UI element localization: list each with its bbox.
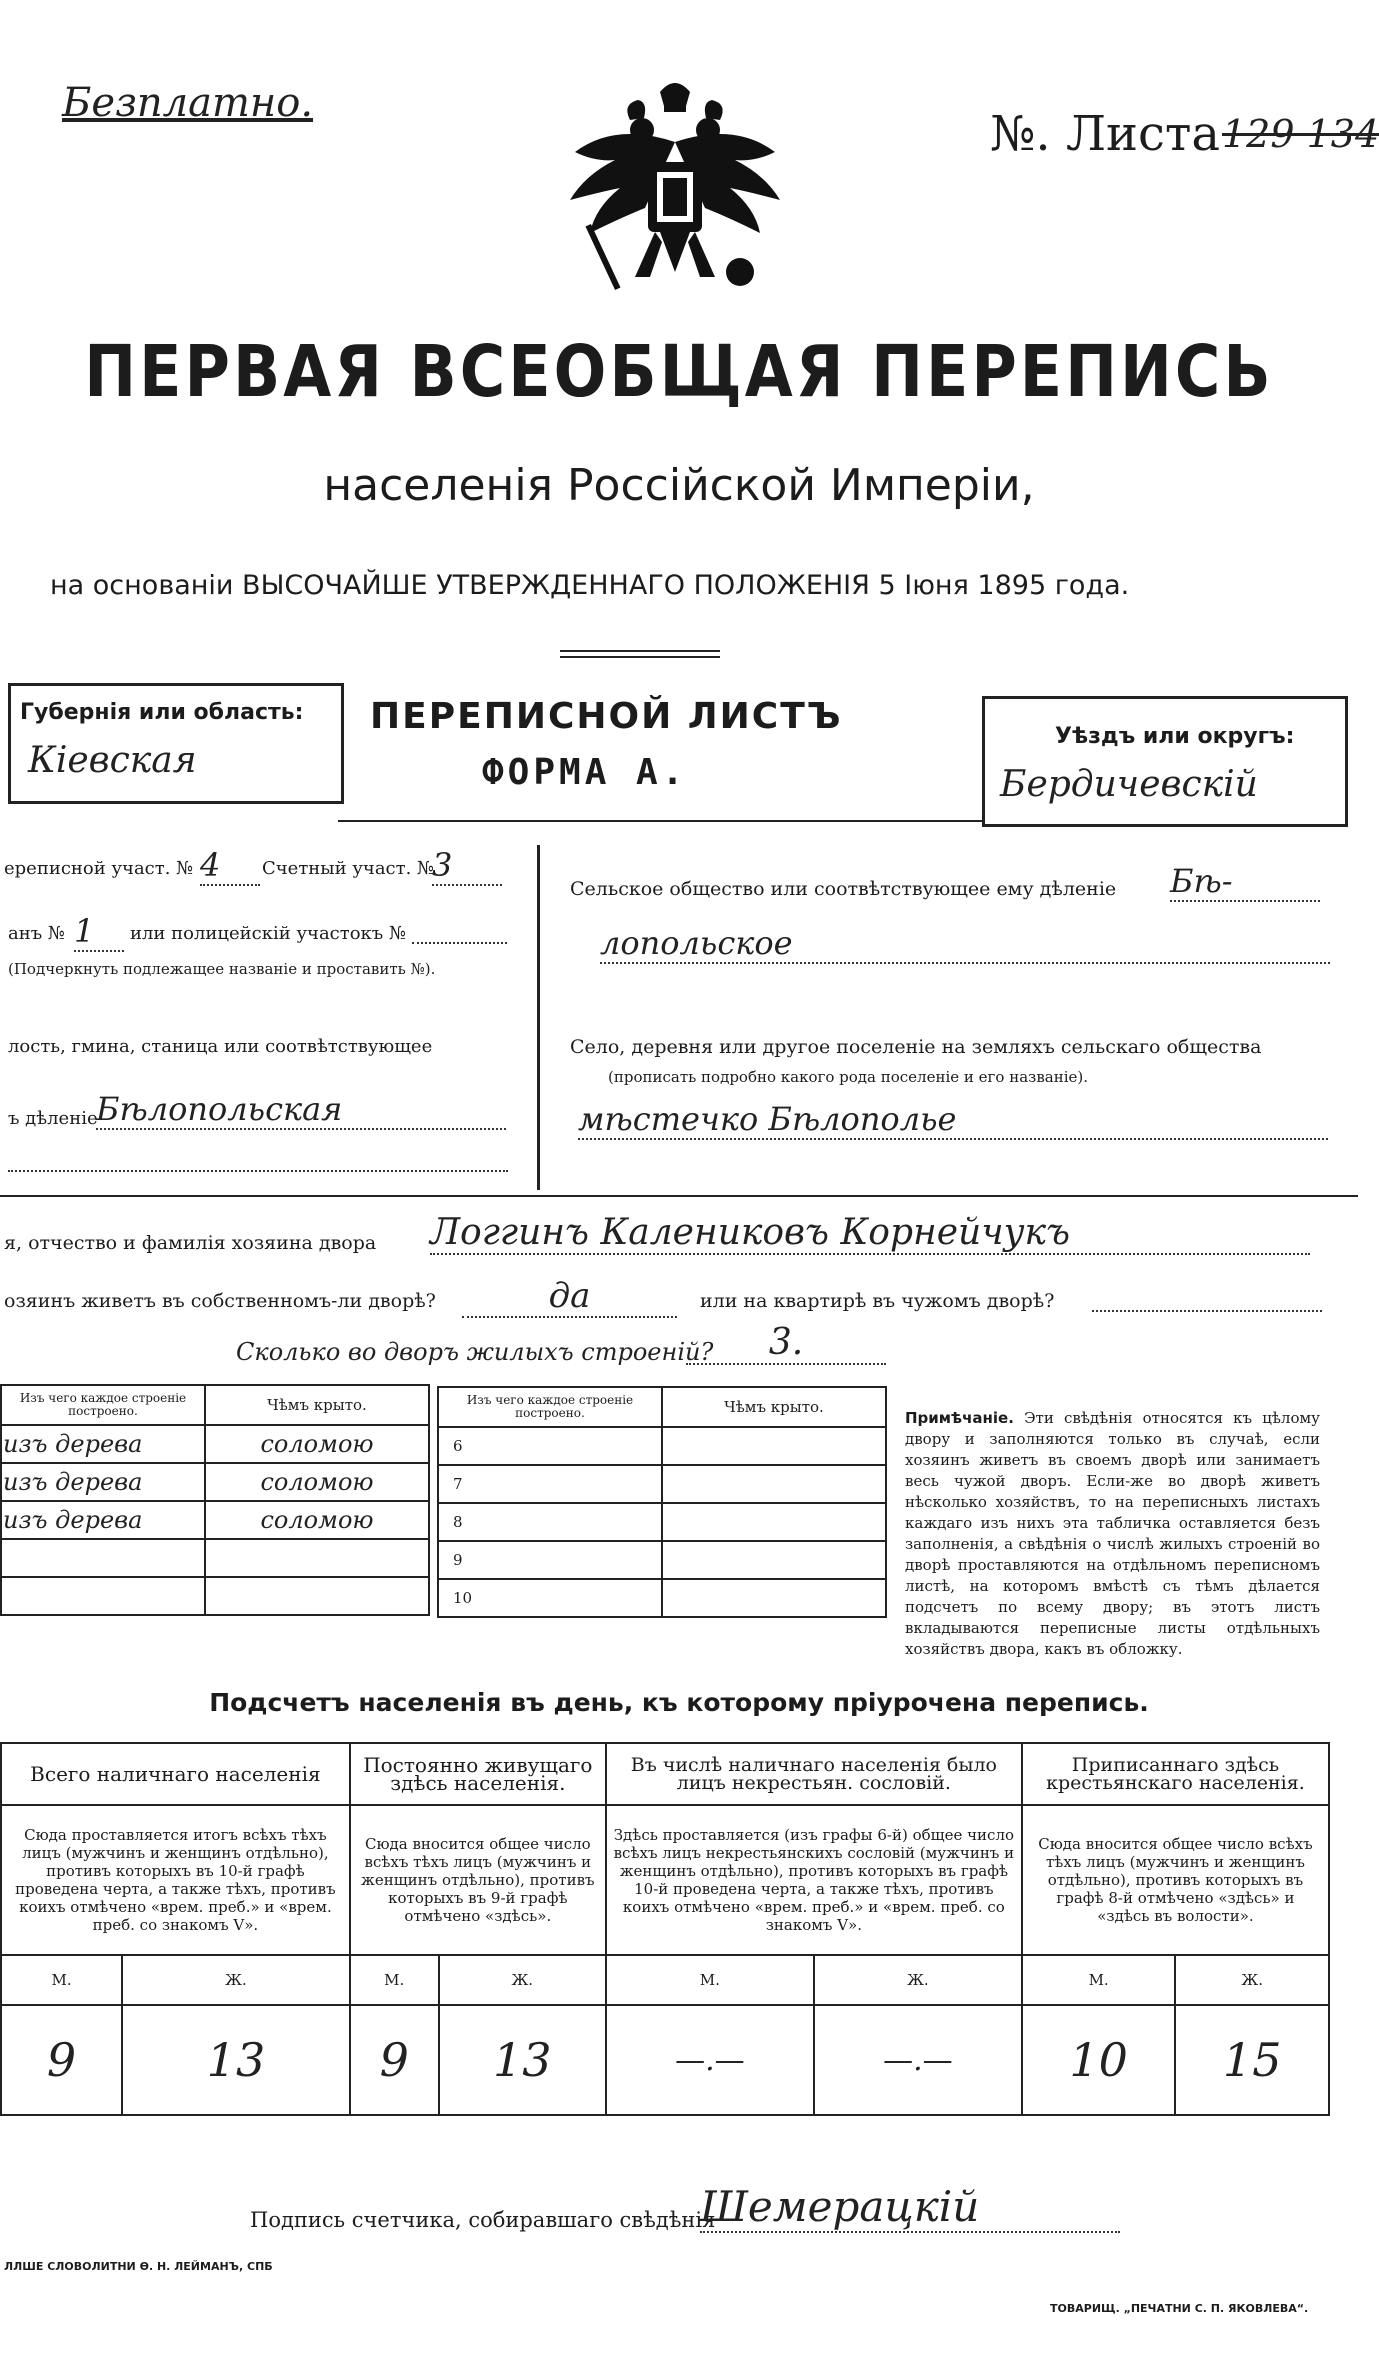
volost-label: лость, гмина, станица или соотвѣтствующее (8, 1036, 433, 1057)
row-number: 7 (438, 1465, 662, 1503)
police-district-label: или полицейскій участокъ № (130, 923, 407, 944)
signature-value: Шемерацкій (700, 2182, 1120, 2233)
group-desc: Сюда проставляется итогъ всѣхъ тѣхъ лицъ (мужчинъ и женщинъ отдѣльно), противъ которыхъ въ 10-й графѣ проведена черта, а также тѣхъ, противъ коихъ отмѣчено «врем. преб.» и «врем. преб. со знакомъ V». (1, 1805, 350, 1955)
male-count: 9 (350, 2005, 439, 2115)
stan-label: анъ № (8, 923, 65, 944)
sheet-number-label: №. Листа (990, 106, 1221, 162)
gubernia-label: Губернія или область: (20, 700, 304, 725)
male-count: 9 (1, 2005, 122, 2115)
society-label: Сельское общество или соотвѣтствующее ему дѣленіе (570, 878, 1117, 900)
gubernia-value: Кіевская (28, 740, 197, 781)
note-text: Эти свѣдѣнія относятся къ цѣлому двору и заполняются только въ случаѣ, если хозяинъ живетъ въ своемъ дворѣ или занимаетъ весь чужой дворъ. Если-же во дворѣ живетъ нѣсколько хозяйствъ, то на переписныхъ листахъ каждаго изъ нихъ эта табличка оставляется безъ заполненія, а свѣдѣнія о числѣ жилыхъ строеній во дворѣ проставляются на отдѣльномъ переписномъ листѣ, на которомъ вмѣстѣ съ тѣмъ дѣлается подсчетъ по всему двору; въ этотъ листъ вкладываются переписные листы отдѣльныхъ хозяйствъ двора, какъ въ обложку. (905, 1409, 1320, 1658)
uezd-label: Уѣздъ или округъ: (1055, 724, 1295, 749)
group-desc: Сюда вносится общее число всѣхъ тѣхъ лицъ (мужчинъ и женщинъ отдѣльно), противъ которыхъ въ 9-й графѣ отмѣчено «здѣсь». (350, 1805, 606, 1955)
material-column-header-2: Изъ чего каждое строеніе построено. (438, 1387, 662, 1427)
group-head: Въ числѣ наличнаго населенія было лицъ некрестьян. сословій. (606, 1743, 1022, 1805)
section-divider-bottom (0, 1195, 1358, 1197)
male-header: М. (350, 1955, 439, 2005)
form-name: ФОРМА А. (482, 752, 688, 793)
female-count: 13 (122, 2005, 350, 2115)
roof-cell: соломою (205, 1501, 429, 1539)
printer-right: ТОВАРИЩ. „ПЕЧАТНИ С. П. ЯКОВЛЕВА“. (1050, 2302, 1309, 2315)
row-number: 6 (438, 1427, 662, 1465)
apartment-label: или на квартирѣ въ чужомъ дворѣ? (700, 1290, 1055, 1312)
note-head: Примѣчаніе. (905, 1409, 1014, 1427)
village-value: мѣстечко Бѣлополье (578, 1100, 1328, 1140)
male-count: 10 (1022, 2005, 1176, 2115)
female-count: 13 (439, 2005, 606, 2115)
ornament-divider (560, 650, 720, 658)
male-header: М. (1, 1955, 122, 2005)
section-divider-top (338, 820, 983, 822)
main-title: ПЕРВАЯ ВСЕОБЩАЯ ПЕРЕПИСЬ (84, 329, 1274, 414)
group-desc: Сюда вносится общее число всѣхъ тѣхъ лицъ (мужчинъ и женщинъ отдѣльно), противъ которыхъ въ графѣ 8-й отмѣчено «здѣсь» и «здѣсь въ волости». (1022, 1805, 1329, 1955)
female-header: Ж. (814, 1955, 1022, 2005)
census-district-value: 4 (200, 846, 260, 886)
village-label: Село, деревня или другое поселеніе на земляхъ сельскаго общества (570, 1036, 1262, 1058)
uezd-box (982, 696, 1348, 827)
police-district-line (412, 922, 507, 944)
buildings-label: Сколько во дворъ жилыхъ строеній? (236, 1338, 714, 1366)
buildings-value: 3. (686, 1322, 886, 1365)
form-title: ПЕРЕПИСНОЙ ЛИСТЪ (370, 696, 843, 737)
group-head: Постоянно живущаго здѣсь населенія. (350, 1743, 606, 1805)
society-value-2: лопольское (600, 924, 1330, 964)
group-desc: Здѣсь проставляется (изъ графы 6-й) общее число всѣхъ лицъ некрестьянскихъ сословій (мужчинъ и женщинъ отдѣльно), противъ которыхъ въ графѣ 10-й проведена черта, а также тѣхъ, противъ коихъ отмѣчено «врем. преб.» и «врем. преб. со знакомъ V». (606, 1805, 1022, 1955)
printer-left: ЛЛШЕ СЛОВОЛИТНИ Ѳ. Н. ЛЕЙМАНЪ, СПБ (4, 2260, 273, 2273)
apartment-line (1092, 1290, 1322, 1312)
division-extra-line (8, 1150, 508, 1172)
buildings-table-left (0, 1384, 430, 1616)
male-header: М. (1022, 1955, 1176, 2005)
material-cell: изъ дерева (1, 1501, 205, 1539)
group-head: Всего наличнаго населенія (1, 1743, 350, 1805)
division-label: ъ дѣленіе (8, 1108, 98, 1129)
society-value-1: Бѣ- (1170, 862, 1320, 902)
material-cell: изъ дерева (1, 1463, 205, 1501)
own-yard-label: озяинъ живетъ въ собственномъ-ли дворѣ? (4, 1290, 436, 1312)
roof-cell: соломою (205, 1425, 429, 1463)
census-district-label: ереписной участ. № (4, 858, 194, 879)
row-number: 8 (438, 1503, 662, 1541)
roof-cell: соломою (205, 1463, 429, 1501)
buildings-table-right (437, 1386, 887, 1618)
sheet-number-value: 129 134 (1222, 112, 1379, 156)
female-header: Ж. (439, 1955, 606, 2005)
roof-column-header: Чѣмъ крыто. (205, 1385, 429, 1425)
male-count: —.— (606, 2005, 814, 2115)
male-header: М. (606, 1955, 814, 2005)
roof-column-header-2: Чѣмъ крыто. (662, 1387, 886, 1427)
female-header: Ж. (1175, 1955, 1329, 2005)
sub-title: населенія Россійской Имперіи, (323, 460, 1035, 511)
owner-name-value: Логгинъ Калениковъ Корнейчукъ (430, 1212, 1310, 1255)
material-column-header: Изъ чего каждое строеніе построено. (1, 1385, 205, 1425)
row-number: 9 (438, 1541, 662, 1579)
division-value: Бѣлопольская (96, 1090, 506, 1130)
free-label: Безплатно. (62, 80, 314, 126)
uezd-value: Бердичевскій (1000, 764, 1258, 805)
female-count: 15 (1175, 2005, 1329, 2115)
count-district-label: Счетный участ. № (262, 858, 435, 879)
village-note: (прописать подробно какого рода поселеніе и его названіе). (608, 1068, 1088, 1086)
female-header: Ж. (122, 1955, 350, 2005)
note-block (905, 1408, 1320, 1660)
female-count: —.— (814, 2005, 1022, 2115)
stan-value: 1 (74, 912, 124, 952)
group-head: Приписаннаго здѣсь крестьянскаго населенія. (1022, 1743, 1329, 1805)
owner-name-label: я, отчество и фамилія хозяина двора (4, 1232, 377, 1254)
row-number: 10 (438, 1579, 662, 1617)
underline-note: (Подчеркнуть подлежащее названіе и проставить №). (8, 960, 436, 978)
count-district-value: 3 (432, 846, 502, 886)
signature-label: Подпись счетчика, собиравшаго свѣдѣнія (250, 2208, 716, 2232)
center-divider (537, 845, 540, 1190)
population-title: Подсчетъ населенія въ день, къ которому пріурочена перепись. (209, 1688, 1149, 1717)
own-yard-value: да (462, 1276, 677, 1318)
material-cell: изъ дерева (1, 1425, 205, 1463)
basis-line: на основаніи ВЫСОЧАЙШЕ УТВЕРЖДЕННАГО ПОЛОЖЕНІЯ 5 Іюня 1895 года. (50, 570, 1130, 601)
population-table (0, 1742, 1330, 2116)
imperial-eagle-emblem (560, 72, 790, 322)
